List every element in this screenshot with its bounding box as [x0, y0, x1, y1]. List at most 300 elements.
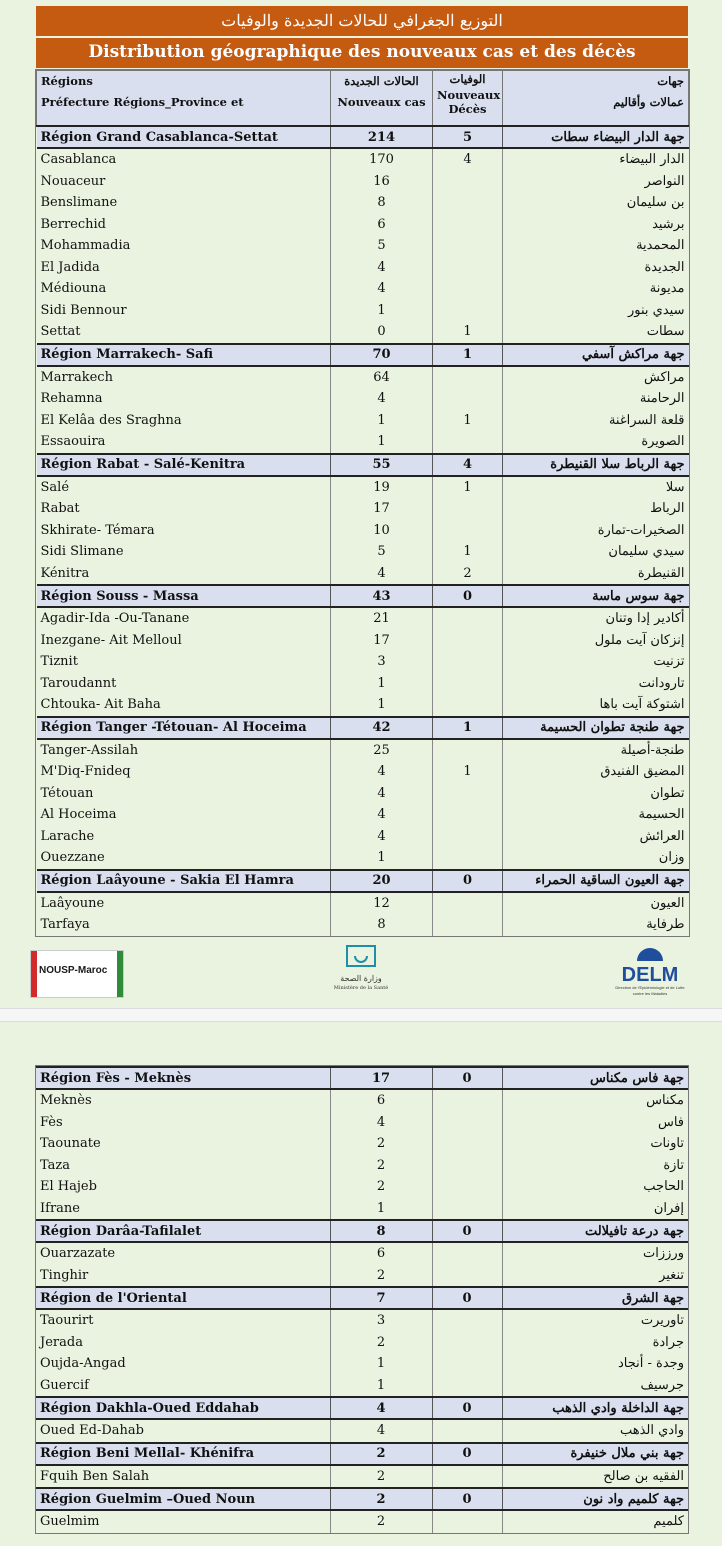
new-deaths-cell: 4 [433, 454, 503, 476]
new-cases-cell: 10 [331, 520, 433, 542]
new-cases-cell: 4 [331, 278, 433, 300]
region-name-ar: الرحامنة [503, 388, 689, 410]
new-deaths-cell: 0 [432, 1488, 502, 1510]
new-deaths-cell [433, 257, 503, 279]
region-row [36, 1287, 688, 1309]
region-name-ar: سيدي سليمان [503, 541, 689, 563]
table-row [37, 630, 689, 652]
region-name-ar: النواصر [503, 171, 689, 193]
new-deaths-cell [432, 1332, 502, 1354]
new-deaths-cell [433, 630, 503, 652]
region-name-fr: Tétouan [37, 783, 331, 805]
region-row [36, 1397, 688, 1419]
table-row [36, 1176, 688, 1198]
new-cases-cell: 4 [331, 563, 433, 586]
new-deaths-cell: 1 [433, 541, 503, 563]
region-name-ar: تارودانت [503, 673, 689, 695]
new-cases-cell: 55 [331, 454, 433, 476]
region-row [37, 585, 689, 607]
region-name-fr: Berrechid [37, 214, 331, 236]
new-deaths-cell: 1 [433, 761, 503, 783]
table-row [37, 739, 689, 762]
region-name-ar: الجديدة [503, 257, 689, 279]
region-name-ar: وجدة - أنجاد [502, 1353, 688, 1375]
region-name-fr: El Hajeb [36, 1176, 330, 1198]
new-cases-cell: 4 [331, 826, 433, 848]
region-name-ar: تطوان [503, 783, 689, 805]
region-name-fr: Ouezzane [37, 847, 331, 870]
new-cases-cell: 2 [330, 1133, 432, 1155]
region-name-ar: العيون [503, 892, 689, 915]
table-row [36, 1198, 688, 1221]
region-name-fr: Nouaceur [37, 171, 331, 193]
table-row [37, 520, 689, 542]
new-cases-cell: 4 [331, 783, 433, 805]
table-row [37, 257, 689, 279]
region-name-fr: Rehamna [37, 388, 331, 410]
new-deaths-cell: 4 [433, 148, 503, 171]
new-cases-cell: 2 [330, 1176, 432, 1198]
region-row [36, 1067, 688, 1089]
region-name-fr: Fès [36, 1112, 330, 1134]
table-row [37, 300, 689, 322]
new-cases-cell: 4 [330, 1397, 432, 1419]
region-name-ar: جهة الداخلة وادي الذهب [502, 1397, 688, 1419]
table-row [37, 694, 689, 717]
new-deaths-cell [432, 1309, 502, 1332]
new-deaths-cell [432, 1419, 502, 1443]
region-name-ar: جهة الدار البيضاء سطات [503, 126, 689, 148]
new-cases-cell: 43 [331, 585, 433, 607]
region-name-fr: Casablanca [37, 148, 331, 171]
new-cases-cell: 3 [330, 1309, 432, 1332]
table-row [36, 1089, 688, 1112]
new-cases-cell: 2 [330, 1443, 432, 1465]
region-name-fr: Région Darâa-Tafilalet [36, 1220, 330, 1242]
region-name-ar: تازة [502, 1155, 688, 1177]
new-deaths-cell: 0 [432, 1220, 502, 1242]
region-name-ar: الحاجب [502, 1176, 688, 1198]
region-name-fr: Tanger-Assilah [37, 739, 331, 762]
nousp-green-band [117, 951, 123, 997]
region-name-ar: جهة سوس ماسة [503, 585, 689, 607]
new-cases-cell: 2 [330, 1510, 432, 1533]
region-name-fr: Larache [37, 826, 331, 848]
region-name-ar: أكادير إدا وتنان [503, 607, 689, 630]
table-row [36, 1510, 688, 1533]
new-cases-cell: 1 [330, 1353, 432, 1375]
region-name-ar: إنزكان آيت ملول [503, 630, 689, 652]
region-row [37, 870, 689, 892]
table-row [36, 1242, 688, 1265]
region-name-ar: وادي الذهب [502, 1419, 688, 1443]
region-name-fr: Sidi Bennour [37, 300, 331, 322]
region-name-fr: Salé [37, 476, 331, 499]
region-name-ar: الفقيه بن صالح [502, 1465, 688, 1489]
new-deaths-cell: 1 [433, 344, 503, 366]
new-cases-cell: 2 [330, 1332, 432, 1354]
region-name-ar: المضيق الفنيدق [503, 761, 689, 783]
delm-globe-icon [635, 947, 665, 961]
table-row [37, 366, 689, 389]
new-cases-cell: 1 [331, 847, 433, 870]
table-row [36, 1332, 688, 1354]
new-deaths-cell [433, 783, 503, 805]
table-row [37, 410, 689, 432]
new-cases-cell: 4 [331, 388, 433, 410]
region-name-fr: Région Souss - Massa [37, 585, 331, 607]
region-name-fr: Oued Ed-Dahab [36, 1419, 330, 1443]
region-name-fr: Ifrane [36, 1198, 330, 1221]
new-cases-cell: 16 [331, 171, 433, 193]
region-row [37, 344, 689, 366]
new-cases-cell: 17 [331, 630, 433, 652]
new-cases-cell: 2 [330, 1155, 432, 1177]
new-deaths-cell [433, 607, 503, 630]
region-name-fr: Taourirt [36, 1309, 330, 1332]
new-deaths-cell [433, 651, 503, 673]
table-row [36, 1133, 688, 1155]
new-cases-cell: 17 [330, 1067, 432, 1089]
new-deaths-cell: 0 [432, 1443, 502, 1465]
region-name-fr: Kénitra [37, 563, 331, 586]
new-cases-cell: 8 [331, 914, 433, 936]
region-row [37, 717, 689, 739]
region-name-fr: Rabat [37, 498, 331, 520]
table-row [37, 278, 689, 300]
delm-logo-text: DELM [621, 964, 679, 986]
region-name-fr: Settat [37, 321, 331, 344]
new-deaths-cell: 0 [432, 1287, 502, 1309]
new-deaths-cell [433, 431, 503, 454]
new-cases-cell: 214 [331, 126, 433, 148]
new-deaths-cell: 5 [433, 126, 503, 148]
distribution-table-page-1 [36, 70, 689, 936]
new-deaths-cell: 1 [433, 410, 503, 432]
region-name-ar: الدار البيضاء [503, 148, 689, 171]
table-row [37, 431, 689, 454]
table-body-page-1 [37, 126, 689, 936]
new-cases-cell: 5 [331, 235, 433, 257]
title-arabic: التوزيع الجغرافي للحالات الجديدة والوفيات [221, 11, 503, 30]
region-name-ar: العرائش [503, 826, 689, 848]
page-separator [0, 1008, 722, 1022]
region-name-fr: Région Marrakech- Safi [37, 344, 331, 366]
table-row [37, 847, 689, 870]
new-cases-cell: 64 [331, 366, 433, 389]
distribution-table-page-2 [36, 1066, 688, 1533]
region-name-ar: طرفاية [503, 914, 689, 936]
ministry-text-fr: Ministère de la Santé [333, 985, 389, 991]
header-regions: Régions Préfecture Régions_Province et [37, 71, 331, 127]
table-row [37, 607, 689, 630]
region-name-fr: Inezgane- Ait Melloul [37, 630, 331, 652]
new-cases-cell: 1 [331, 673, 433, 695]
title-french: Distribution géographique des nouveaux cas et des décès [36, 36, 688, 68]
region-name-fr: Jerada [36, 1332, 330, 1354]
new-cases-cell: 0 [331, 321, 433, 344]
new-deaths-cell [432, 1198, 502, 1221]
region-name-ar: تاونات [502, 1133, 688, 1155]
table-row [36, 1309, 688, 1332]
new-cases-cell: 4 [330, 1419, 432, 1443]
new-cases-cell: 5 [331, 541, 433, 563]
new-deaths-cell: 1 [433, 717, 503, 739]
new-cases-cell: 12 [331, 892, 433, 915]
region-row [36, 1488, 688, 1510]
region-name-ar: الحسيمة [503, 804, 689, 826]
new-deaths-cell [433, 366, 503, 389]
new-deaths-cell [432, 1133, 502, 1155]
ministry-text-ar: وزارة الصحة [340, 974, 382, 983]
table-row [36, 1155, 688, 1177]
region-name-ar: ورززات [502, 1242, 688, 1265]
region-name-ar: القنيطرة [503, 563, 689, 586]
region-name-fr: Skhirate- Témara [37, 520, 331, 542]
region-name-fr: Fquih Ben Salah [36, 1465, 330, 1489]
table-row [37, 563, 689, 586]
table-row [37, 541, 689, 563]
new-cases-cell: 6 [330, 1242, 432, 1265]
table-body-page-2 [36, 1067, 688, 1533]
table-row [37, 651, 689, 673]
new-deaths-cell [433, 278, 503, 300]
region-name-fr: Al Hoceima [37, 804, 331, 826]
new-deaths-cell [432, 1353, 502, 1375]
region-name-fr: Marrakech [37, 366, 331, 389]
region-name-fr: Essaouira [37, 431, 331, 454]
table-row [37, 476, 689, 499]
table-row [37, 148, 689, 171]
new-deaths-cell [433, 171, 503, 193]
new-cases-cell: 2 [330, 1488, 432, 1510]
nousp-logo-text: NOUSP-Maroc [39, 965, 108, 976]
new-cases-cell: 21 [331, 607, 433, 630]
new-deaths-cell [433, 388, 503, 410]
table-row [37, 892, 689, 915]
table-row [36, 1465, 688, 1489]
new-deaths-cell [433, 914, 503, 936]
new-cases-cell: 170 [331, 148, 433, 171]
table-row [37, 673, 689, 695]
table-row [37, 826, 689, 848]
new-deaths-cell [432, 1112, 502, 1134]
new-deaths-cell: 1 [433, 476, 503, 499]
region-name-ar: جهة درعة تافيلالت [502, 1220, 688, 1242]
region-name-ar: اشتوكة آيت باها [503, 694, 689, 717]
new-deaths-cell [432, 1176, 502, 1198]
new-deaths-cell [433, 214, 503, 236]
region-name-ar: جهة كلميم واد نون [502, 1488, 688, 1510]
table-row [36, 1353, 688, 1375]
region-name-fr: Guercif [36, 1375, 330, 1398]
region-name-ar: جهة فاس مكناس [502, 1067, 688, 1089]
new-cases-cell: 1 [331, 431, 433, 454]
ministry-emblem-icon [341, 942, 381, 970]
ministry-logo [326, 942, 396, 1004]
region-name-fr: Région de l'Oriental [36, 1287, 330, 1309]
new-cases-cell: 70 [331, 344, 433, 366]
region-name-ar: مكناس [502, 1089, 688, 1112]
table-row [37, 214, 689, 236]
region-name-fr: Région Tanger -Tétouan- Al Hoceima [37, 717, 331, 739]
region-name-fr: Région Beni Mellal- Khénifra [36, 1443, 330, 1465]
header-new-cases: الحالات الجديدة Nouveaux cas [331, 71, 433, 127]
region-row [37, 126, 689, 148]
table-row [37, 192, 689, 214]
new-deaths-cell [432, 1465, 502, 1489]
new-deaths-cell: 0 [433, 585, 503, 607]
table-row [37, 235, 689, 257]
new-deaths-cell [432, 1242, 502, 1265]
region-name-ar: جرادة [502, 1332, 688, 1354]
region-name-ar: سيدي بنور [503, 300, 689, 322]
region-name-fr: Laâyoune [37, 892, 331, 915]
region-name-fr: Région Fès - Meknès [36, 1067, 330, 1089]
new-cases-cell: 4 [331, 761, 433, 783]
new-cases-cell: 19 [331, 476, 433, 499]
region-name-fr: Taza [36, 1155, 330, 1177]
region-name-fr: Région Laâyoune - Sakia El Hamra [37, 870, 331, 892]
new-cases-cell: 1 [330, 1375, 432, 1398]
new-deaths-cell: 1 [433, 321, 503, 344]
region-name-fr: El Kelâa des Sraghna [37, 410, 331, 432]
new-deaths-cell [433, 694, 503, 717]
region-name-ar: وزان [503, 847, 689, 870]
new-deaths-cell [433, 300, 503, 322]
header-new-deaths: الوفيات Nouveaux Décès [433, 71, 503, 127]
new-deaths-cell [432, 1375, 502, 1398]
new-cases-cell: 1 [331, 410, 433, 432]
region-name-fr: Tarfaya [37, 914, 331, 936]
region-name-ar: بن سليمان [503, 192, 689, 214]
region-name-fr: Région Guelmim –Oued Noun [36, 1488, 330, 1510]
table-row [37, 783, 689, 805]
new-cases-cell: 20 [331, 870, 433, 892]
region-name-fr: Ouarzazate [36, 1242, 330, 1265]
new-deaths-cell: 0 [432, 1067, 502, 1089]
region-name-ar: مراكش [503, 366, 689, 389]
region-name-fr: M'Diq-Fnideq [37, 761, 331, 783]
region-name-fr: Région Rabat - Salé-Kenitra [37, 454, 331, 476]
new-deaths-cell [432, 1089, 502, 1112]
table-row [37, 321, 689, 344]
new-cases-cell: 2 [330, 1465, 432, 1489]
region-name-fr: Guelmim [36, 1510, 330, 1533]
table-row [37, 388, 689, 410]
region-name-fr: Benslimane [37, 192, 331, 214]
new-cases-cell: 8 [331, 192, 433, 214]
new-deaths-cell [433, 235, 503, 257]
new-deaths-cell [433, 673, 503, 695]
nousp-logo [30, 950, 124, 998]
new-deaths-cell [432, 1155, 502, 1177]
region-name-ar: الرباط [503, 498, 689, 520]
region-name-ar: الصويرة [503, 431, 689, 454]
table-row [37, 761, 689, 783]
new-deaths-cell [433, 826, 503, 848]
region-name-ar: الصخيرات-تمارة [503, 520, 689, 542]
new-deaths-cell: 0 [433, 870, 503, 892]
new-cases-cell: 1 [330, 1198, 432, 1221]
region-name-fr: El Jadida [37, 257, 331, 279]
new-deaths-cell: 0 [432, 1397, 502, 1419]
new-cases-cell: 25 [331, 739, 433, 762]
new-deaths-cell [433, 739, 503, 762]
region-name-ar: جهة العيون الساقية الحمراء [503, 870, 689, 892]
new-cases-cell: 6 [330, 1089, 432, 1112]
region-name-fr: Mohammadia [37, 235, 331, 257]
new-deaths-cell [433, 192, 503, 214]
new-deaths-cell: 2 [433, 563, 503, 586]
region-name-ar: كلميم [502, 1510, 688, 1533]
new-cases-cell: 1 [331, 300, 433, 322]
table-row [36, 1375, 688, 1398]
new-cases-cell: 2 [330, 1265, 432, 1288]
region-name-ar: سلا [503, 476, 689, 499]
new-deaths-cell [433, 892, 503, 915]
region-name-fr: Région Dakhla-Oued Eddahab [36, 1397, 330, 1419]
table-header [37, 71, 689, 127]
region-name-fr: Oujda-Angad [36, 1353, 330, 1375]
new-deaths-cell [433, 498, 503, 520]
region-name-ar: جهة طنجة تطوان الحسيمة [503, 717, 689, 739]
region-name-ar: مديونة [503, 278, 689, 300]
nousp-red-band [31, 951, 37, 997]
region-name-fr: Région Grand Casablanca-Settat [37, 126, 331, 148]
region-name-ar: سطات [503, 321, 689, 344]
region-name-fr: Tiznit [37, 651, 331, 673]
region-name-fr: Agadir-Ida -Ou-Tanane [37, 607, 331, 630]
new-cases-cell: 6 [331, 214, 433, 236]
region-name-ar: تنغير [502, 1265, 688, 1288]
table-row [37, 171, 689, 193]
region-name-fr: Tinghir [36, 1265, 330, 1288]
table-row [36, 1419, 688, 1443]
region-name-ar: المحمدية [503, 235, 689, 257]
new-cases-cell: 7 [330, 1287, 432, 1309]
region-name-ar: جهة الرباط سلا القنيطرة [503, 454, 689, 476]
new-deaths-cell [432, 1265, 502, 1288]
region-row [36, 1443, 688, 1465]
page-2 [0, 1022, 722, 1546]
new-cases-cell: 17 [331, 498, 433, 520]
header-regions-arabic: جهات عمالات وأقاليم [503, 71, 689, 127]
region-name-ar: جهة الشرق [502, 1287, 688, 1309]
region-name-fr: Taounate [36, 1133, 330, 1155]
region-name-ar: جرسيف [502, 1375, 688, 1398]
region-name-ar: تاوريرت [502, 1309, 688, 1332]
new-cases-cell: 4 [330, 1112, 432, 1134]
table-row [36, 1265, 688, 1288]
region-name-ar: طنجة-أصيلة [503, 739, 689, 762]
new-cases-cell: 3 [331, 651, 433, 673]
new-deaths-cell [433, 520, 503, 542]
table-row [37, 498, 689, 520]
table-row [37, 804, 689, 826]
region-name-ar: جهة بني ملال خنيفرة [502, 1443, 688, 1465]
delm-logo [610, 946, 690, 998]
new-cases-cell: 8 [330, 1220, 432, 1242]
region-name-fr: Meknès [36, 1089, 330, 1112]
new-cases-cell: 4 [331, 257, 433, 279]
region-name-ar: قلعة السراغنة [503, 410, 689, 432]
region-name-fr: Chtouka- Ait Baha [37, 694, 331, 717]
new-deaths-cell [432, 1510, 502, 1533]
new-cases-cell: 42 [331, 717, 433, 739]
region-name-fr: Sidi Slimane [37, 541, 331, 563]
table-row [37, 914, 689, 936]
